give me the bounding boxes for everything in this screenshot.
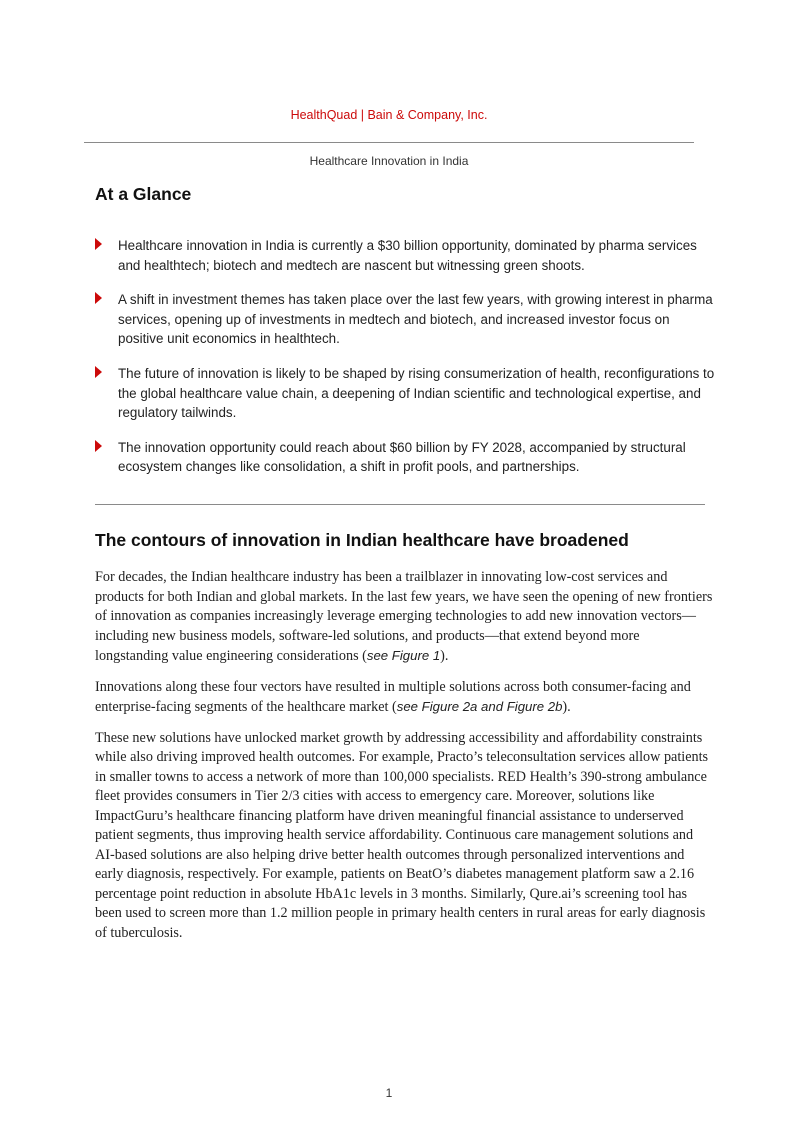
figure-reference: see Figure 1 [366,648,441,663]
paragraph-3: These new solutions have unlocked market growth by addressing accessibility and affordability constraints while also driving improved health outcomes. For example, Practo’s teleconsultation services allow patients in smaller towns to access a network of more than 100,000 specialists. RED Health’s 390-strong ambulance fleet provides consumers in Tier 2/3 cities with access to emergency care. Moreover, solutions like ImpactGuru’s healthcare financing platform have driven meaningful financial assistance to underserved patient segments, thus improving health service affordability. Continuous care management solutions and AI-based solutions are also helping drive better health outcomes through personalized interventions and early diagnosis, respectively. For example, patients on BeatO’s diabetes management platform saw a 2.16 percentage point reduction in absolute HbA1c levels in 3 months. Similarly, Qure.ai’s screening tool has been used to screen more than 1.2 million people in primary health centers in rural areas for early diagnosis of tuberculosis. [95,729,709,941]
list-item [95,290,715,349]
at-a-glance-title: At a Glance [95,184,192,204]
bullet-text: Healthcare innovation in India is currently a $30 billion opportunity, dominated by pharma services and healthtech; biotech and medtech are nascent but witnessing green shoots. [118,238,697,273]
header-divider [84,142,694,143]
paragraph-text: Innovations along these four vectors have resulted in multiple solutions across both consumer-facing and enterprise-facing segments of the healthcare market ( [95,678,691,715]
paragraph-text: For decades, the Indian healthcare industry has been a trailblazer in innovating low-cost services and products for both Indian and global markets. In the last few years, we have seen the opening of new frontiers of innovation as companies increasingly leverage emerging technologies to add new innovation vectors—including new business models, software-led solutions, and products—that extend beyond more longstanding value engineering considerations ( [95,569,713,664]
report-subtitle: Healthcare Innovation in India [309,154,469,168]
list-item [95,236,715,275]
report-header-brand: HealthQuad | Bain & Company, Inc. [290,108,488,122]
triangle-bullet-icon [95,440,102,452]
list-item [95,438,715,477]
bullet-text: A shift in investment themes has taken place over the last few years, with growing interest in pharma services, opening up of investments in medtech and biotech, and increased investor focus on positive unit economics in healthtech. [118,292,713,347]
section-body [95,568,713,954]
triangle-bullet-icon [95,292,102,304]
paragraph-text-end: ). [562,699,571,715]
bullet-text: The innovation opportunity could reach about $60 billion by FY 2028, accompanied by structural ecosystem changes like consolidation, a shift in profit pools, and partnerships. [118,439,686,475]
bullet-text: The future of innovation is likely to be shaped by rising consumerization of health, reconfigurations to the global healthcare value chain, a deepening of Indian scientific and technological expertise, and regulatory tailwinds. [118,365,715,421]
figure-reference: see Figure 2a and Figure 2b [396,699,563,714]
paragraph-2 [95,678,713,718]
at-a-glance-list [95,236,715,492]
section-divider [95,504,705,505]
list-item [95,364,715,423]
paragraph-text-end: ). [440,648,449,664]
triangle-bullet-icon [95,238,102,250]
triangle-bullet-icon [95,366,102,378]
section-title: The contours of innovation in Indian healthcare have broadened [95,530,629,550]
paragraph-1 [95,568,713,667]
page-number: 1 [385,1086,393,1100]
